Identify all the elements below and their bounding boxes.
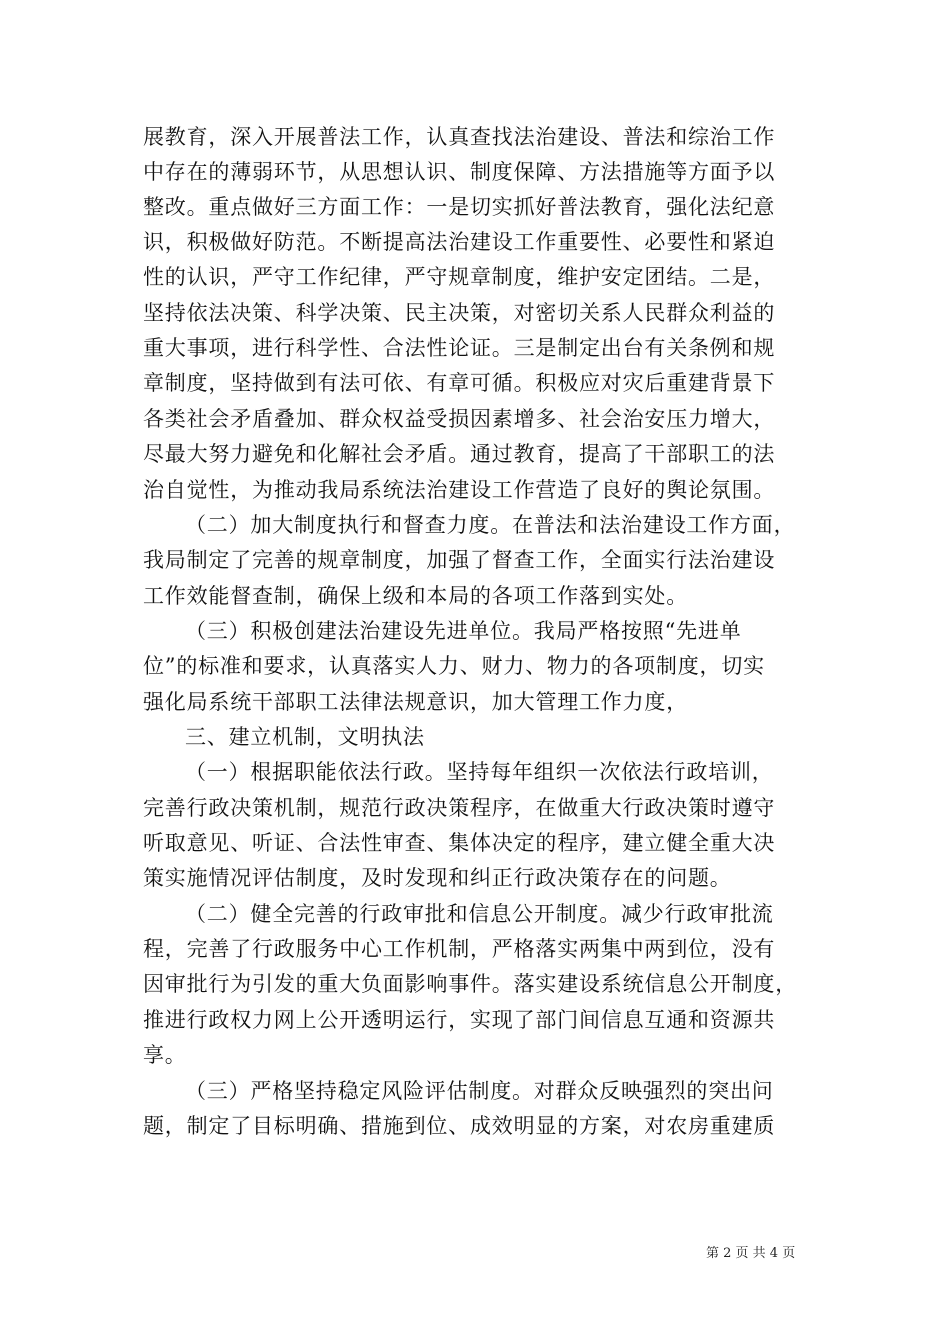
text-line: 因审批行为引发的重大负面影响事件。落实建设系统信息公开制度，	[143, 972, 797, 996]
text-line: 工作效能督查制，确保上级和本局的各项工作落到实处。	[143, 584, 688, 608]
text-line: （三）积极创建法治建设先进单位。我局严格按照“先进单	[185, 619, 742, 643]
text-line: 中存在的薄弱环节，从思想认识、制度保障、方法措施等方面予以	[143, 160, 776, 184]
text-line: 性的认识，严守工作纪律，严守规章制度，维护安定团结。二是，	[143, 265, 776, 289]
text-line: 重大事项，进行科学性、合法性论证。三是制定出台有关条例和规	[143, 336, 776, 360]
text-line: （三）严格坚持稳定风险评估制度。对群众反映强烈的突出问	[185, 1079, 774, 1103]
text-line: 识，积极做好防范。不断提高法治建设工作重要性、必要性和紧迫	[143, 230, 776, 254]
text-line: 程，完善了行政服务中心工作机制，严格落实两集中两到位，没有	[143, 937, 776, 961]
text-line: 享。	[143, 1043, 187, 1067]
text-line: 题，制定了目标明确、措施到位、成效明显的方案，对农房重建质	[143, 1114, 776, 1138]
text-line: 尽最大努力避免和化解社会矛盾。通过教育，提高了干部职工的法	[143, 442, 776, 466]
text-line: （二）加大制度执行和督查力度。在普法和法治建设工作方面，	[185, 513, 796, 537]
page-number: 第 2 页 共 4 页	[706, 1246, 796, 1261]
text-line: 位”的标准和要求，认真落实人力、财力、物力的各项制度，切实	[143, 654, 765, 678]
text-line: 推进行政权力网上公开透明运行，实现了部门间信息互通和资源共	[143, 1008, 776, 1032]
text-line: 各类社会矛盾叠加、群众权益受损因素增多、社会治安压力增大，	[143, 407, 776, 431]
text-line: 展教育，深入开展普法工作，认真查找法治建设、普法和综治工作	[143, 125, 776, 149]
text-line: 坚持依法决策、科学决策、民主决策，对密切关系人民群众利益的	[143, 301, 776, 325]
text-line: （二）健全完善的行政审批和信息公开制度。减少行政审批流	[185, 902, 774, 926]
text-line: 强化局系统干部职工法律法规意识，加大管理工作力度，	[143, 690, 688, 714]
text-line: （一）根据职能依法行政。坚持每年组织一次依法行政培训，	[185, 760, 774, 784]
text-line: 章制度，坚持做到有法可依、有章可循。积极应对灾后重建背景下	[143, 371, 776, 395]
text-line: 整改。重点做好三方面工作：一是切实抓好普法教育，强化法纪意	[143, 195, 776, 219]
section-heading: 三、建立机制，文明执法	[185, 725, 425, 749]
text-line: 完善行政决策机制，规范行政决策程序，在做重大行政决策时遵守	[143, 796, 776, 820]
text-line: 治自觉性，为推动我局系统法治建设工作营造了良好的舆论氛围。	[143, 478, 776, 502]
text-line: 我局制定了完善的规章制度，加强了督查工作，全面实行法治建设	[143, 548, 776, 572]
text-line: 听取意见、听证、合法性审查、集体决定的程序，建立健全重大决	[143, 831, 776, 855]
text-line: 策实施情况评估制度，及时发现和纠正行政决策存在的问题。	[143, 866, 732, 890]
